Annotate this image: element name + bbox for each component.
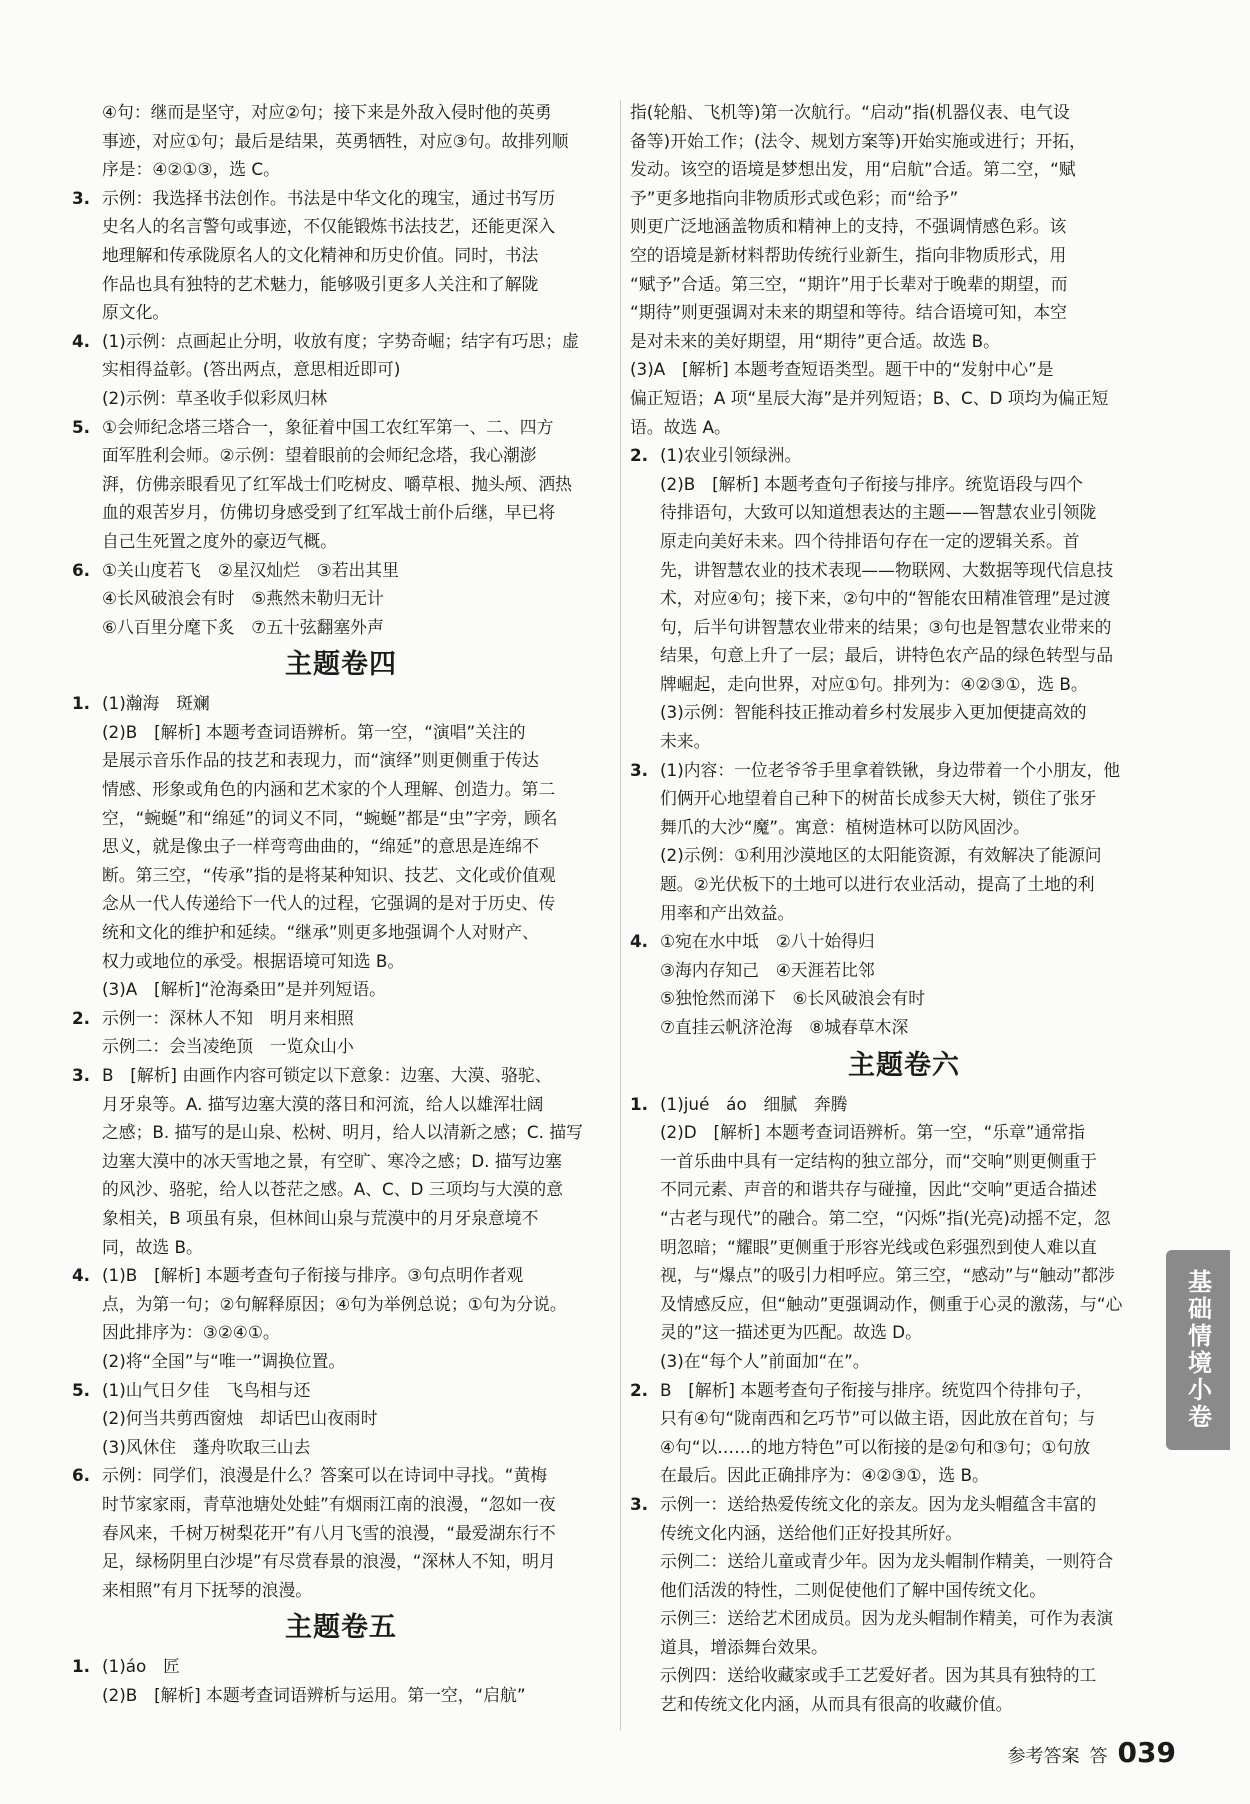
footer-label: 参考答案 [1007, 1746, 1080, 1767]
text-line: B [解析] 本题考查句子衔接与排序。统览四个待排句子， [660, 1379, 1093, 1400]
text-line: 艺和传统文化内涵，从而具有很高的收藏价值。 [660, 1694, 1013, 1715]
text-line: 发动。该空的语境是梦想出发，用“启航”合适。第二空，“赋 [630, 159, 1076, 180]
text-line: (2)B [解析] 本题考查词语辨析。第一空，“演唱”关注的 [102, 721, 526, 742]
text-line: 则更广泛地涵盖物质和精神上的支持，不强调情感色彩。该 [630, 216, 1067, 237]
text-line: (2)B [解析] 本题考查词语辨析与运用。第一空，“启航” [102, 1684, 526, 1705]
text-line: 待排语句，大致可以知道想表达的主题——智慧农业引领陇 [660, 502, 1097, 523]
text-line: (3)A [解析]“沧海桑田”是并列短语。 [102, 979, 386, 1000]
text-line: (2)B [解析] 本题考查句子衔接与排序。统览语段与四个 [660, 473, 1083, 494]
text-line: ⑥八百里分麾下炙 ⑦五十弦翻塞外声 [102, 616, 384, 637]
text-line: 指(轮船、飞机等)第一次航行。“启动”指(机器仪表、电气设 [630, 102, 1070, 122]
answer-item [630, 1490, 1178, 1719]
text-line: 明忽暗；“耀眼”更侧重于形容光线或色彩强烈到使人难以直 [660, 1236, 1097, 1257]
text-line: (1)内容：一位老爷爷手里拿着铁锹，身边带着一个小朋友，他 [660, 759, 1121, 780]
item-number: 1. [630, 1093, 649, 1114]
answer-continuation [72, 98, 610, 184]
text-line: 思义，就是像虫子一样弯弯曲曲的，“绵延”的意思是连绵不 [102, 836, 539, 857]
text-line: 题。②光伏板下的土地可以进行农业活动，提高了土地的利 [660, 874, 1095, 895]
text-line: 血的艰苦岁月，仿佛切身感受到了红军战士前仆后继，早已将 [102, 502, 556, 523]
text-line: 示例一：送给热爱传统文化的亲友。因为龙头帽蕴含丰富的 [660, 1493, 1097, 1514]
answer-item [72, 1461, 610, 1604]
section-title-5: 主题卷五 [285, 1612, 397, 1644]
page-number: 039 [1117, 1736, 1176, 1769]
text-line: 情感、形象或角色的内涵和艺术家的个人理解、创造力。第二 [102, 779, 556, 800]
text-line: (1)山气日夕佳 飞鸟相与还 [102, 1379, 311, 1400]
answer-item [72, 413, 610, 556]
answer-item [72, 327, 610, 413]
text-line: 来相照”有月下抚琴的浪漫。 [102, 1579, 313, 1600]
answer-item [72, 1652, 610, 1709]
text-line: 序是：④②①③，选 C。 [102, 159, 280, 180]
answer-item [72, 1376, 610, 1462]
text-line: (1)áo 匠 [102, 1656, 180, 1677]
text-line: (2)示例：草圣收手似彩凤归林 [102, 387, 328, 408]
item-number: 2. [630, 1379, 649, 1400]
text-line: 是展示音乐作品的技艺和表现力，而“演绎”则更侧重于传达 [102, 750, 539, 771]
answer-continuation [630, 98, 1178, 441]
answer-item [630, 927, 1178, 1041]
text-line: 示例三：送给艺术团成员。因为龙头帽制作精美，可作为表演 [660, 1608, 1114, 1629]
page-footer [1008, 1736, 1176, 1769]
text-line: 湃，仿佛亲眼看见了红军战士们吃树皮、嚼草根、抛头颅、洒热 [102, 473, 572, 494]
text-line: “期待”则更强调对未来的期望和等待。结合语境可知，本空 [630, 302, 1067, 323]
text-line: 舞爪的大沙“魔”。寓意：植树造林可以防风固沙。 [660, 816, 1030, 837]
item-number: 4. [630, 931, 649, 952]
text-line: 他们活泼的特性，二则促使他们了解中国传统文化。 [660, 1579, 1046, 1600]
text-line: ③海内存知己 ④天涯若比邻 [660, 959, 875, 980]
section-title-4: 主题卷四 [285, 649, 397, 681]
text-line: (1)jué áo 细腻 奔腾 [660, 1093, 848, 1114]
text-line: 原走向美好未来。四个待排语句存在一定的逻辑关系。首 [660, 530, 1080, 551]
text-line: 实相得益彰。(答出两点，意思相近即可) [102, 359, 401, 380]
answer-list [72, 689, 610, 1604]
text-line: 结果，句意上升了一层；最后，讲特色农产品的绿色转型与品 [660, 645, 1114, 666]
text-line: 示例四：送给收藏家或手工艺爱好者。因为其具有独特的工 [660, 1665, 1097, 1686]
item-number: 3. [72, 187, 91, 208]
text-line: ⑤独怆然而涕下 ⑥长风破浪会有时 [660, 988, 926, 1009]
item-number: 2. [72, 1007, 91, 1028]
side-tab: 基础情境小卷 [1166, 1250, 1230, 1450]
text-line: 偏正短语；A 项“星辰大海”是并列短语；B、C、D 项均为偏正短 [630, 387, 1109, 408]
left-column [72, 98, 610, 1709]
text-line: 们俩开心地望着自己种下的树苗长成参天大树，锁住了张牙 [660, 788, 1097, 809]
text-line: (2)示例：①利用沙漠地区的太阳能资源，有效解决了能源问 [660, 845, 1102, 866]
text-line: 不同元素、声音的和谐共存与碰撞，因此“交响”更适合描述 [660, 1179, 1097, 1200]
text-line: (2)何当共剪西窗烛 却话巴山夜雨时 [102, 1408, 378, 1429]
text-line: “赋予”合适。第三空，“期许”用于长辈对于晚辈的期望，而 [630, 273, 1068, 294]
text-line: 点，为第一句；②句解释原因；④句为举例总说；①句为分说。 [102, 1293, 567, 1314]
text-line: (3)A [解析] 本题考查短语类型。题干中的“发射中心”是 [630, 359, 1054, 380]
right-column [630, 98, 1178, 1719]
text-line: (1)B [解析] 本题考查句子衔接与排序。③句点明作者观 [102, 1265, 524, 1286]
answer-list [72, 1652, 610, 1709]
text-line: 备等)开始工作；(法令、规划方案等)开始实施或进行；开拓， [630, 130, 1086, 151]
item-number: 4. [72, 1265, 91, 1286]
section-title-6: 主题卷六 [848, 1049, 960, 1081]
text-line: 权力或地位的承受。根据语境可知选 B。 [102, 950, 405, 971]
text-line: (3)在“每个人”前面加“在”。 [660, 1350, 870, 1371]
text-line: ④句：继而是坚守，对应②句；接下来是外敌入侵时他的英勇 [102, 102, 552, 122]
text-line: B [解析] 由画作内容可锁定以下意象：边塞、大漠、骆驼、 [102, 1065, 552, 1085]
answer-list [630, 1090, 1178, 1719]
text-line: 用率和产出效益。 [660, 902, 795, 923]
text-line: 地理解和传承陇原名人的文化精神和历史价值。同时，书法 [102, 244, 539, 265]
text-line: (2)D [解析] 本题考查词语辨析。第一空，“乐章”通常指 [660, 1122, 1085, 1143]
text-line: 空，“蜿蜒”和“绵延”的词义不同，“蜿蜒”都是“虫”字旁，顾名 [102, 807, 558, 828]
answer-item [72, 1061, 610, 1261]
item-number: 6. [72, 1465, 91, 1486]
text-line: ①会师纪念塔三塔合一，象征着中国工农红军第一、二、四方 [102, 416, 554, 437]
answer-item [630, 756, 1178, 928]
text-line: “古老与现代”的融合。第二空，“闪烁”指(光亮)动摇不定，忽 [660, 1207, 1111, 1228]
answer-item [72, 556, 610, 642]
text-line: 象相关，B 项虽有泉，但林间山泉与荒漠中的月牙泉意境不 [102, 1207, 539, 1228]
footer-prefix: 答 [1089, 1746, 1108, 1767]
answer-item [72, 184, 610, 327]
answer-list [630, 441, 1178, 1041]
text-line: 予”更多地指向非物质形式或色彩；而“给予” [630, 187, 959, 208]
text-line: 之感；B. 描写的是山泉、松树、明月，给人以清新之感；C. 描写 [102, 1122, 583, 1143]
text-line: 空的语境是新材料帮助传统行业新生，指向非物质形式，用 [630, 244, 1067, 265]
text-line: 统和文化的维护和延续。“继承”则更多地强调个人对财产、 [102, 922, 539, 943]
text-line: 一首乐曲中具有一定结构的独立部分，而“交响”则更侧重于 [660, 1150, 1097, 1171]
text-line: ①关山度若飞 ②星汉灿烂 ③若出其里 [102, 559, 399, 580]
answer-list [72, 184, 610, 642]
text-line: 语。故选 A。 [630, 416, 731, 437]
text-line: (3)示例：智能科技正推动着乡村发展步入更加便捷高效的 [660, 702, 1087, 723]
answer-item [630, 1090, 1178, 1376]
text-line: 及情感反应，但“触动”更强调动作，侧重于心灵的激荡，与“心 [660, 1293, 1123, 1314]
text-line: 时节家家雨，青草池塘处处蛙”有烟雨江南的浪漫，“忽如一夜 [102, 1493, 556, 1514]
item-number: 5. [72, 416, 91, 437]
text-line: 示例二：送给儿童或青少年。因为龙头帽制作精美，一则符合 [660, 1551, 1114, 1572]
text-line: (1)示例：点画起止分明，收放有度；字势奇崛；结字有巧思；虚 [102, 330, 579, 351]
text-line: (3)风休住 蓬舟吹取三山去 [102, 1436, 311, 1457]
item-number: 5. [72, 1379, 91, 1400]
text-line: 原文化。 [102, 302, 170, 323]
item-number: 3. [630, 759, 649, 780]
item-number: 6. [72, 559, 91, 580]
text-line: (1)农业引领绿洲。 [660, 445, 802, 466]
text-line: 示例二：会当凌绝顶 一览众山小 [102, 1036, 354, 1057]
text-line: 在最后。因此正确排序为：④②③①，选 B。 [660, 1465, 989, 1486]
item-number: 3. [630, 1493, 649, 1514]
item-number: 2. [630, 445, 649, 466]
answer-item [72, 1004, 610, 1061]
text-line: 的风沙、骆驼，给人以苍茫之感。A、C、D 三项均与大漠的意 [102, 1179, 563, 1200]
text-line: 边塞大漠中的冰天雪地之景，有空旷、寒冷之感；D. 描写边塞 [102, 1150, 562, 1171]
text-line: 作品也具有独特的艺术魅力，能够吸引更多人关注和了解陇 [102, 273, 539, 294]
text-line: 自己生死置之度外的豪迈气概。 [102, 530, 337, 551]
text-line: 先，讲智慧农业的技术表现——物联网、大数据等现代信息技 [660, 559, 1114, 580]
answer-item [630, 1376, 1178, 1490]
text-line: 面军胜利会师。②示例：望着眼前的会师纪念塔，我心潮澎 [102, 445, 537, 466]
text-line: ①宛在水中坻 ②八十始得归 [660, 931, 875, 952]
text-line: 道具，增添舞台效果。 [660, 1636, 828, 1657]
text-line: 是对未来的美好期望，用“期待”更合适。故选 B。 [630, 330, 1000, 351]
text-line: 牌崛起，走向世界，对应①句。排列为：④②③①，选 B。 [660, 673, 1088, 694]
answer-item [72, 689, 610, 1004]
text-line: 术，对应④句；接下来，②句中的“智能农田精准管理”是过渡 [660, 588, 1111, 609]
text-line: ④句“以……的地方特色”可以衔接的是②句和③句；①句放 [660, 1436, 1090, 1457]
item-number: 1. [72, 1656, 91, 1677]
text-line: 未来。 [660, 731, 711, 752]
text-line: 同，故选 B。 [102, 1236, 203, 1257]
text-line: (1)瀚海 斑斓 [102, 693, 210, 714]
text-line: 示例：同学们，浪漫是什么？答案可以在诗词中寻找。“黄梅 [102, 1465, 548, 1486]
text-line: 视，与“爆点”的吸引力相呼应。第三空，“感动”与“触动”都涉 [660, 1265, 1115, 1286]
text-line: 春风来，千树万树梨花开”有八月飞雪的浪漫，“最爱湖东行不 [102, 1522, 556, 1543]
text-line: ④长风破浪会有时 ⑤燕然未勒归无计 [102, 588, 384, 609]
column-divider [620, 100, 621, 1730]
text-line: 传统文化内涵，送给他们正好投其所好。 [660, 1522, 963, 1543]
item-number: 1. [72, 693, 91, 714]
item-number: 3. [72, 1065, 91, 1085]
text-line: 示例一：深林人不知 明月来相照 [102, 1007, 354, 1028]
answer-item [72, 1261, 610, 1375]
item-number: 4. [72, 330, 91, 351]
text-line: 示例：我选择书法创作。书法是中华文化的瑰宝，通过书写历 [102, 187, 556, 208]
text-line: 句，后半句讲智慧农业带来的结果；③句也是智慧农业带来的 [660, 616, 1112, 637]
text-line: (2)将“全国”与“唯一”调换位置。 [102, 1350, 346, 1371]
text-line: 只有④句“陇南西和乞巧节”可以做主语，因此放在首句；与 [660, 1408, 1096, 1429]
text-line: ⑦直挂云帆济沧海 ⑧城春草木深 [660, 1017, 909, 1037]
text-line: 灵的”这一描述更为匹配。故选 D。 [660, 1322, 922, 1343]
text-line: 事迹，对应①句；最后是结果，英勇牺牲，对应③句。故排列顺 [102, 130, 569, 151]
text-line: 史名人的名言警句或事迹，不仅能锻炼书法技艺，还能更深入 [102, 216, 556, 237]
answer-item [630, 441, 1178, 756]
text-line: 足，绿杨阴里白沙堤”有尽赏春景的浪漫，“深林人不知，明月 [102, 1551, 556, 1572]
text-line: 因此排序为：③②④①。 [102, 1322, 280, 1343]
text-line: 念从一代人传递给下一代人的过程，它强调的是对于历史、传 [102, 893, 556, 914]
text-line: 月牙泉等。A. 描写边塞大漠的落日和河流，给人以雄浑壮阔 [102, 1093, 544, 1114]
text-line: 断。第三空，“传承”指的是将某种知识、技艺、文化或价值观 [102, 864, 556, 885]
